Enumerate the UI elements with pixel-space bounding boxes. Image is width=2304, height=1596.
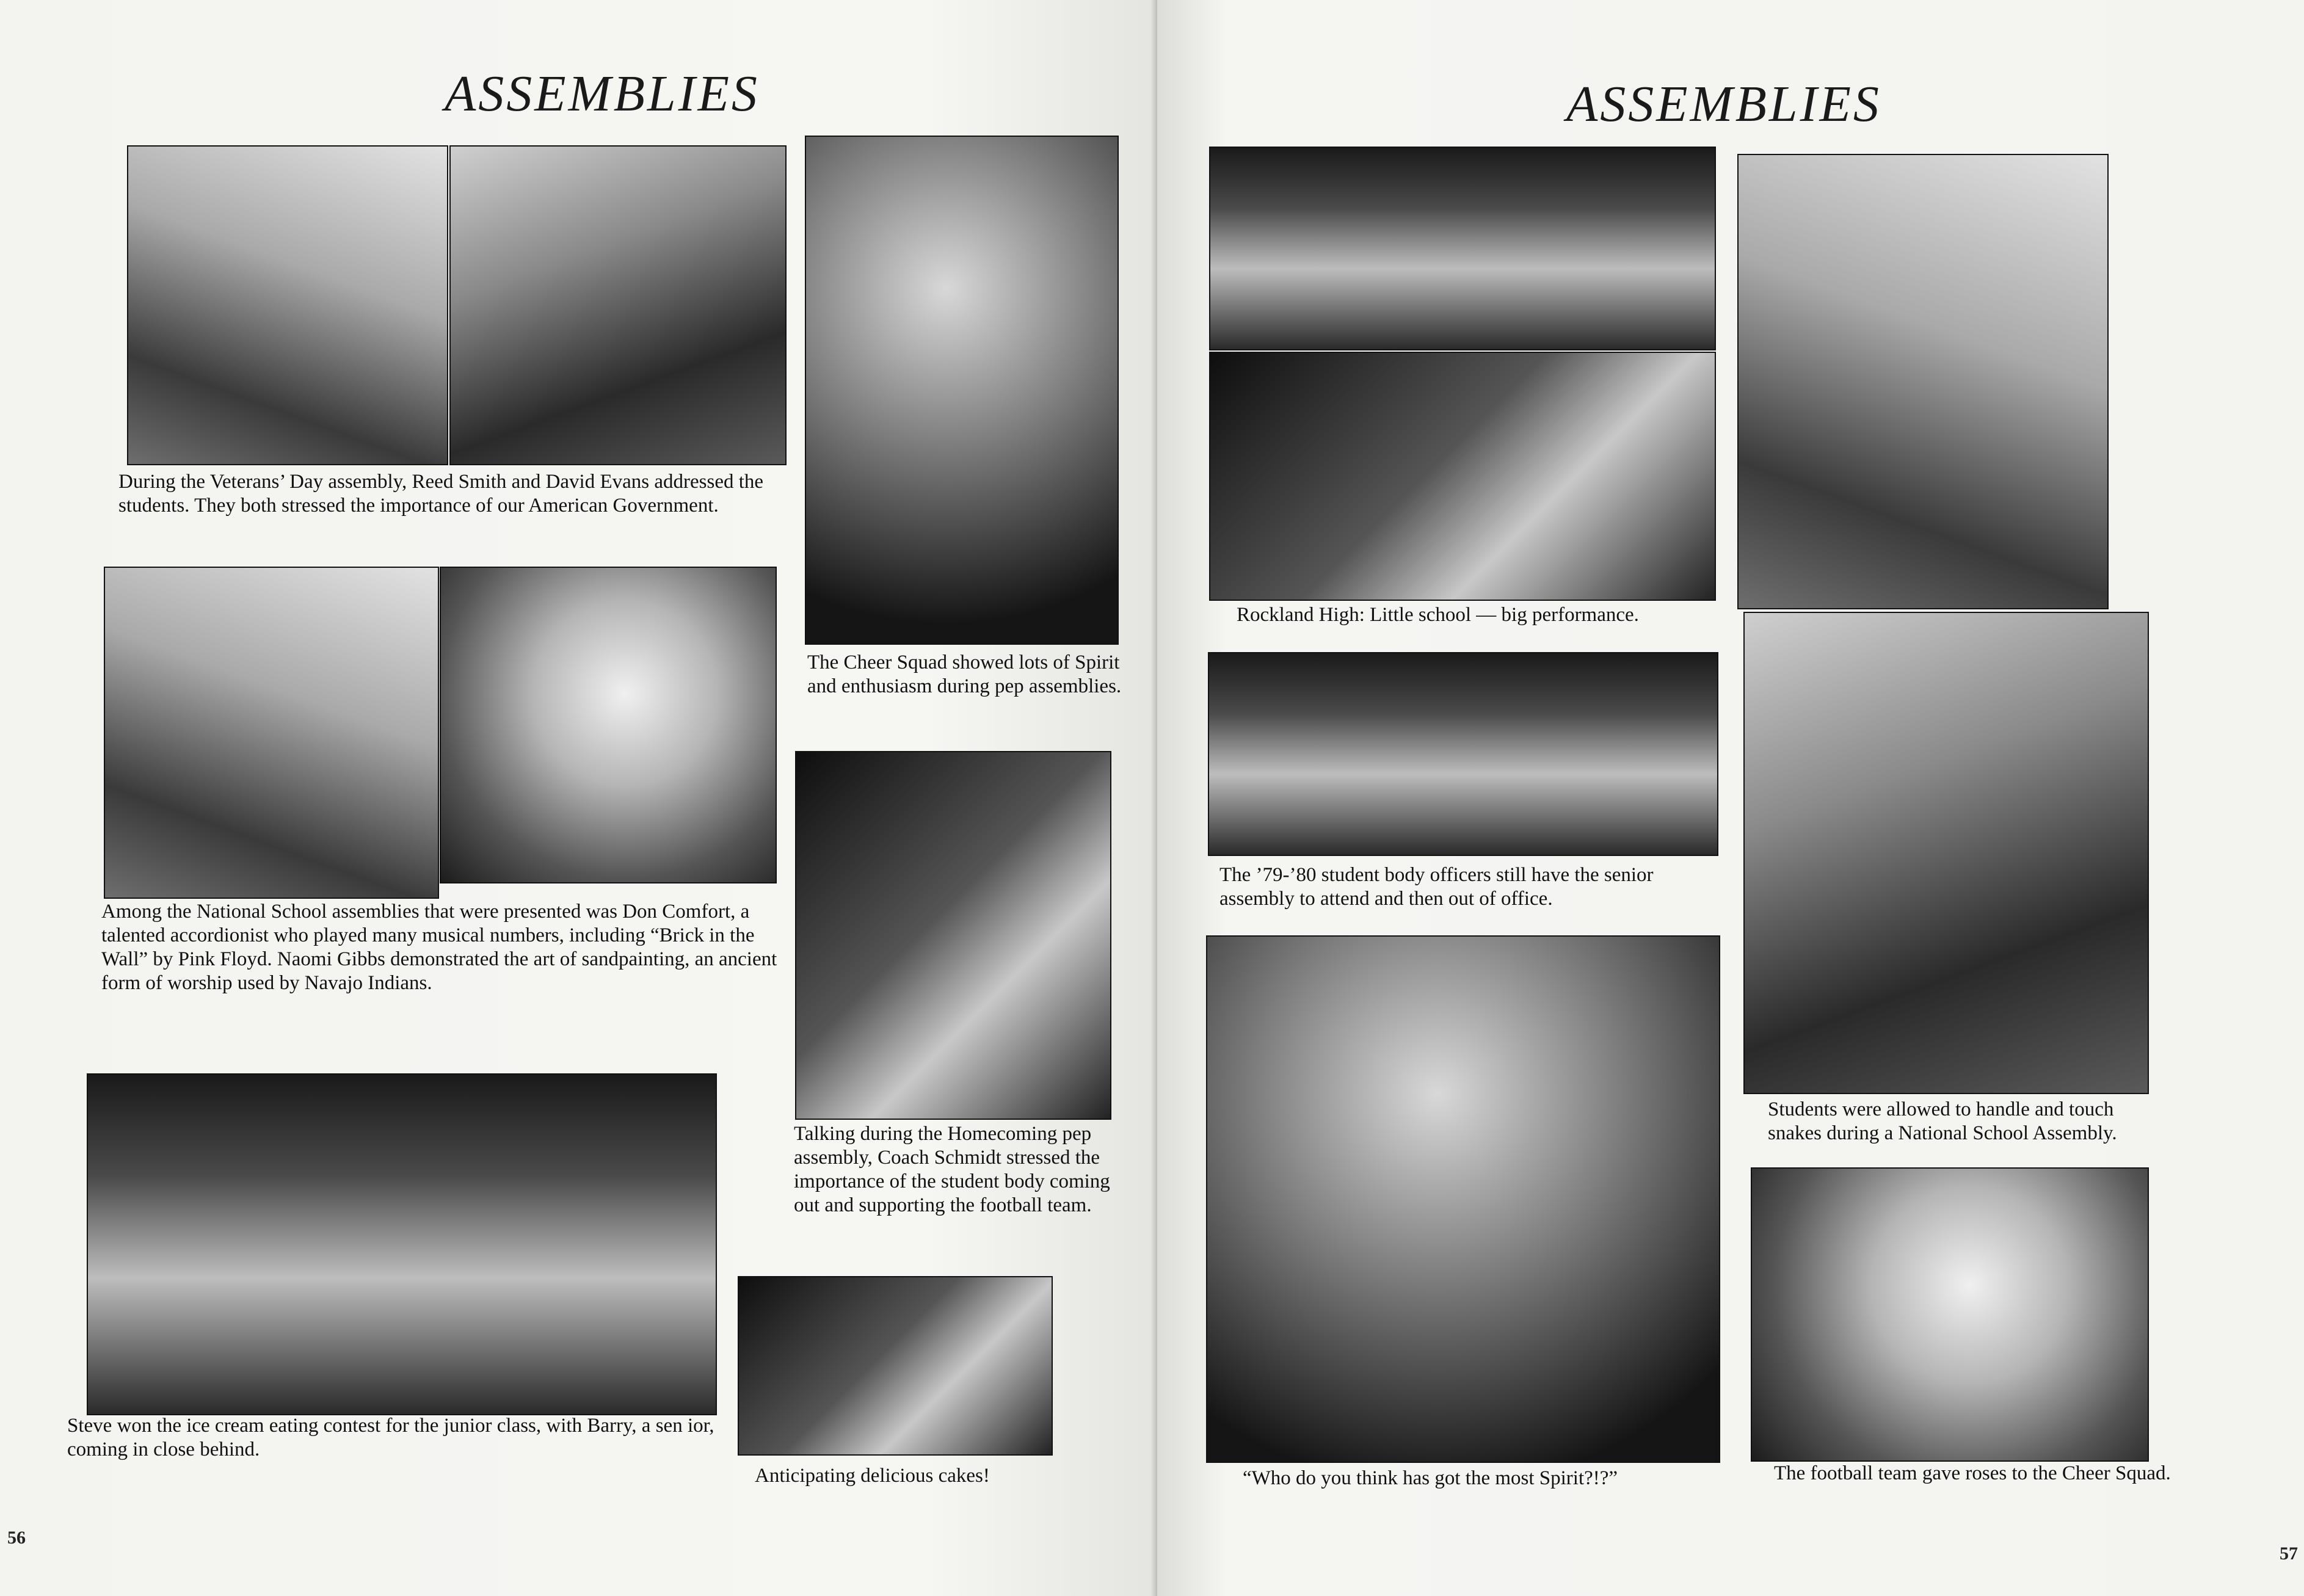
left-page-number: 56 — [7, 1528, 26, 1548]
photo-ice-cream-contest — [87, 1073, 717, 1415]
photo-snake-presenter — [1737, 154, 2109, 609]
right-page-number: 57 — [2280, 1543, 2298, 1564]
photo-cheer-squad — [805, 136, 1119, 645]
photo-students-snakes — [1743, 612, 2149, 1094]
photo-cakes — [738, 1276, 1053, 1456]
photo-band-stage — [1209, 147, 1716, 350]
right-page-title: ASSEMBLIES — [1566, 76, 1881, 132]
left-page-title: ASSEMBLIES — [445, 65, 760, 122]
photo-coach-schmidt — [795, 751, 1111, 1120]
caption-officers: The ’79-’80 student body officers still have the senior assembly to attend and then out of office. — [1219, 864, 1654, 910]
caption-roses: The football team gave roses to the Cheer Squad. — [1774, 1462, 2171, 1484]
photo-accordionist — [104, 567, 439, 899]
photo-sandpainting — [440, 567, 777, 883]
photo-veterans-speaker-2 — [449, 145, 787, 465]
caption-spirit: “Who do you think has got the most Spirit?!?” — [1243, 1467, 1618, 1489]
caption-cakes: Anticipating delicious cakes! — [755, 1465, 990, 1487]
caption-cheer-squad: The Cheer Squad showed lots of Spirit and enthusiasm during pep assemblies. — [807, 651, 1122, 697]
caption-snakes: Students were allowed to handle and touch snakes during a National School Assembly. — [1768, 1098, 2117, 1144]
photo-veterans-speaker-1 — [127, 145, 448, 465]
caption-veterans-day: During the Veterans’ Day assembly, Reed Smith and David Evans addressed the students. They both stressed the importance of our American Government. — [118, 471, 764, 517]
photo-student-officers — [1208, 652, 1718, 856]
caption-national-school: Among the National School assemblies that were presented was Don Comfort, a talented accordionist who played many musical numbers, including “Brick in the Wall” by Pink Floyd. Naomi Gibbs demonstrated the art of sandpainting, an ancient form of worship used by Navajo Indians. — [101, 901, 777, 994]
photo-roses-cheer-squad — [1751, 1167, 2149, 1462]
caption-ice-cream: Steve won the ice cream eating contest for the junior class, with Barry, a sen ior, coming in close behind. — [67, 1415, 714, 1460]
caption-rockland: Rockland High: Little school — big performance. — [1237, 604, 1639, 626]
photo-rockland-performance — [1209, 352, 1716, 601]
caption-homecoming: Talking during the Homecoming pep assembly, Coach Schmidt stressed the importance of the student body coming out and supporting the football team. — [794, 1123, 1110, 1216]
right-page — [1157, 0, 2304, 1596]
photo-cowboy-spirit — [1206, 935, 1720, 1463]
